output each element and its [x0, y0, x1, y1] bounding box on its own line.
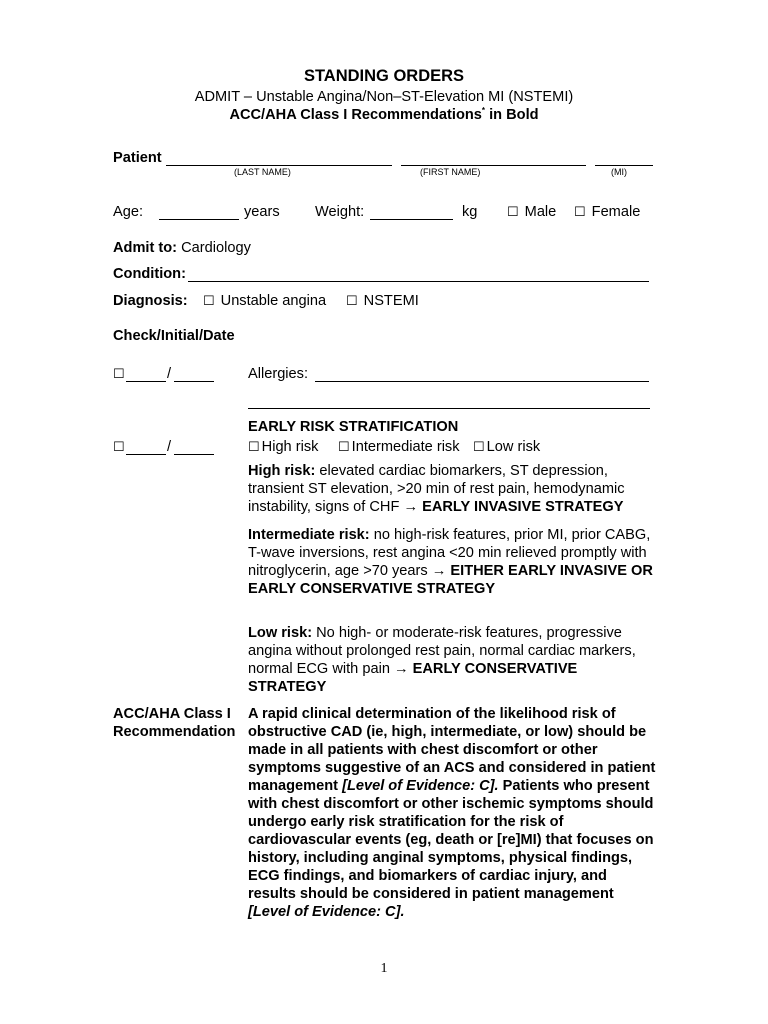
high-risk-description: [248, 462, 658, 516]
male-checkbox-icon[interactable]: ☐: [507, 204, 519, 219]
risk-initial-field[interactable]: [126, 454, 166, 455]
recommendation-text-2: Patients who present with chest discomfort or other ischemic symptoms should undergo early risk stratification for the risk of cardiovascular events (eg, death or [re]MI) that focuses on history, including anginal symptoms, physical findings, ECG findings, and biomarkers of cardiac injury, and results should be considered in patient management: [248, 778, 654, 902]
unstable-angina-option[interactable]: [203, 293, 326, 309]
recommendation-text: [248, 705, 658, 921]
admit-row: [113, 240, 251, 256]
first-name-caption: (FIRST NAME): [420, 167, 481, 177]
risk-check-cell: [113, 439, 131, 455]
recommendation-note-prefix: ACC/AHA Class I Recommendations: [229, 106, 482, 123]
allergies-label: Allergies:: [248, 366, 309, 382]
low-risk-option-label: Low risk: [486, 439, 541, 455]
admit-label: Admit to:: [113, 240, 178, 256]
low-risk-label: Low risk:: [248, 625, 313, 641]
arrow-icon: →: [431, 563, 447, 579]
allergies-field-line-2[interactable]: [248, 408, 650, 409]
condition-label: Condition:: [113, 266, 186, 282]
risk-checkbox-icon[interactable]: ☐: [113, 439, 125, 454]
diagnosis-row: [113, 293, 188, 309]
high-risk-option[interactable]: [248, 439, 318, 455]
page-subtitle: ADMIT – Unstable Angina/Non–ST-Elevation MI (NSTEMI): [194, 89, 574, 105]
nstemi-option[interactable]: [346, 293, 419, 309]
recommendation-label-line1: ACC/AHA Class I: [113, 706, 231, 722]
patient-label: Patient: [113, 150, 162, 166]
weight-label: Weight:: [315, 204, 365, 220]
recommendation-note: [0, 106, 768, 123]
intermediate-risk-option[interactable]: [338, 439, 460, 455]
high-risk-label: High risk:: [248, 463, 316, 479]
intermediate-risk-strategy: EITHER EARLY INVASIVE OR EARLY CONSERVATIVE STRATEGY: [248, 563, 653, 597]
admit-value: Cardiology: [177, 240, 251, 256]
first-name-field[interactable]: [401, 165, 586, 166]
recommendation-note-asterisk: *: [481, 106, 486, 115]
allergies-field-line-1[interactable]: [315, 381, 649, 382]
intermediate-risk-label: Intermediate risk:: [248, 527, 370, 543]
condition-field[interactable]: [188, 281, 649, 282]
unstable-angina-checkbox-icon[interactable]: ☐: [203, 293, 215, 308]
male-label: Male: [524, 204, 557, 220]
nstemi-label: NSTEMI: [363, 293, 419, 309]
mi-caption: (MI): [611, 167, 627, 177]
risk-slash: /: [167, 439, 172, 455]
unstable-angina-label: Unstable angina: [220, 293, 327, 309]
age-field[interactable]: [159, 219, 239, 220]
high-risk-strategy: EARLY INVASIVE STRATEGY: [422, 499, 624, 515]
female-checkbox-icon[interactable]: ☐: [574, 204, 586, 219]
last-name-field[interactable]: [166, 165, 392, 166]
risk-date-field[interactable]: [174, 454, 214, 455]
intermediate-risk-option-label: Intermediate risk: [351, 439, 460, 455]
evidence-level-1: [Level of Evidence: C].: [342, 778, 499, 794]
arrow-icon: →: [403, 499, 419, 515]
age-unit: years: [244, 204, 280, 220]
intermediate-risk-checkbox-icon[interactable]: ☐: [338, 439, 350, 454]
intermediate-risk-description: [248, 526, 658, 598]
weight-field[interactable]: [370, 219, 453, 220]
allergies-check-cell: [113, 366, 131, 382]
risk-heading: EARLY RISK STRATIFICATION: [248, 419, 459, 435]
page-number: 1: [380, 961, 388, 976]
check-initial-date-header: Check/Initial/Date: [113, 328, 235, 344]
allergies-checkbox-icon[interactable]: ☐: [113, 366, 125, 381]
page-title: STANDING ORDERS: [303, 67, 465, 85]
recommendation-label-line2: Recommendation: [113, 724, 236, 740]
intermediate-risk-text: no high-risk features, prior MI, prior CABG, T-wave inversions, rest angina <20 min relieved promptly with nitroglycerin, age >70 years: [248, 527, 651, 579]
diagnosis-label: Diagnosis:: [113, 293, 188, 309]
weight-unit: kg: [462, 204, 478, 220]
allergies-initial-field[interactable]: [126, 381, 166, 382]
recommendation-label: [113, 705, 235, 741]
allergies-date-field[interactable]: [174, 381, 214, 382]
evidence-level-2: [Level of Evidence: C].: [248, 904, 405, 920]
arrow-icon: →: [394, 661, 409, 677]
nstemi-checkbox-icon[interactable]: ☐: [346, 293, 358, 308]
low-risk-strategy: EARLY CONSERVATIVE STRATEGY: [248, 661, 578, 695]
female-label: Female: [591, 204, 641, 220]
low-risk-checkbox-icon[interactable]: ☐: [473, 439, 485, 454]
age-label: Age:: [113, 204, 144, 220]
female-option[interactable]: [574, 204, 640, 220]
allergies-slash: /: [167, 366, 172, 382]
low-risk-option[interactable]: [473, 439, 540, 455]
recommendation-note-suffix: in Bold: [485, 106, 539, 123]
last-name-caption: (LAST NAME): [234, 167, 291, 177]
high-risk-checkbox-icon[interactable]: ☐: [248, 439, 260, 454]
low-risk-description: [248, 624, 658, 696]
recommendation-text-1: A rapid clinical determination of the likelihood risk of obstructive CAD (ie, high, intermediate, or low) should be made in all patients with chest discomfort or other symptoms suggestive of an ACS and considered in patient management: [248, 706, 656, 794]
low-risk-text: No high- or moderate-risk features, progressive angina without prolonged rest pain, normal cardiac markers, normal ECG with pain: [248, 625, 636, 677]
high-risk-text: elevated cardiac biomarkers, ST depression, transient ST elevation, >20 min of rest pain, hemodynamic instability, signs of CHF: [248, 463, 625, 515]
middle-initial-field[interactable]: [595, 165, 653, 166]
male-option[interactable]: [507, 204, 556, 220]
high-risk-option-label: High risk: [261, 439, 319, 455]
